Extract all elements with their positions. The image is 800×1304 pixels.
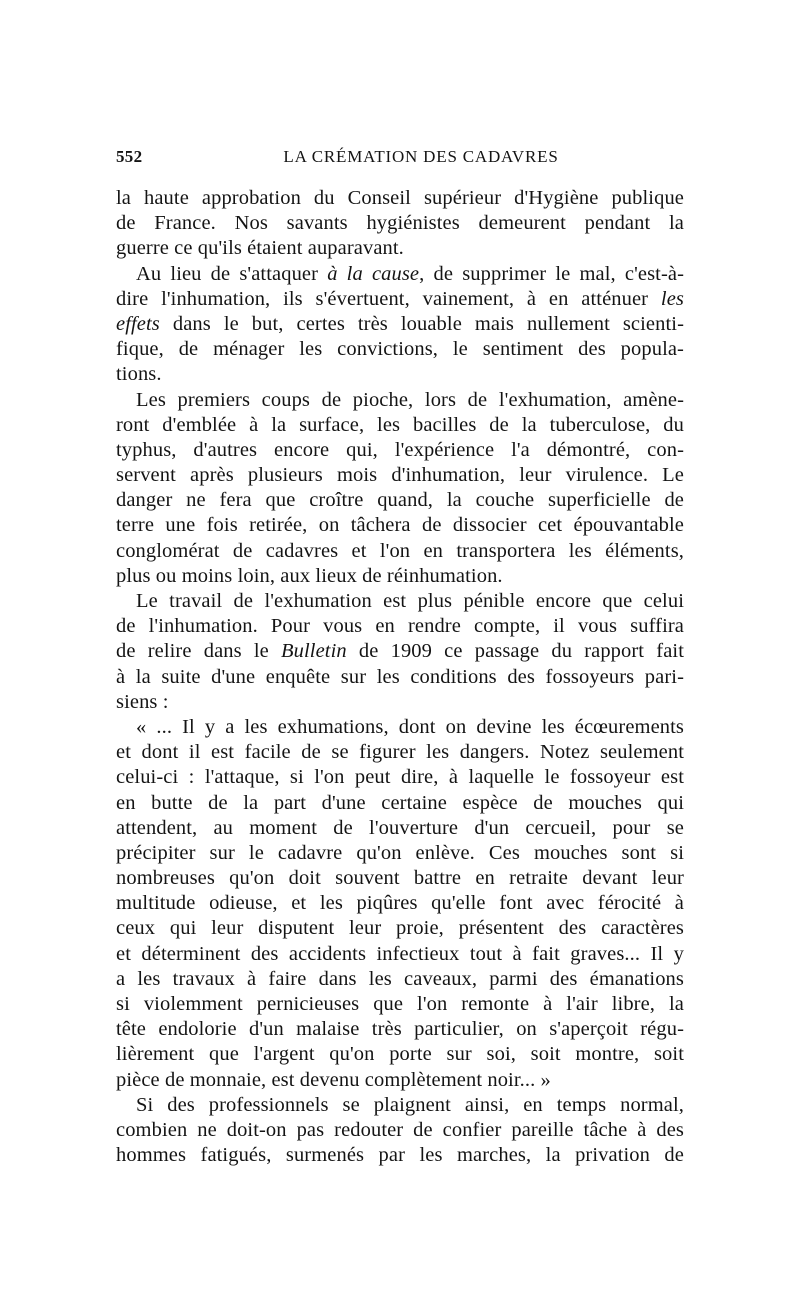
text-segment: attendent, au moment de l'ouverture d'un cercueil, pour se <box>116 816 684 839</box>
text-segment: plus ou moins loin, aux lieux de réinhumation. <box>116 564 503 587</box>
italic-text: à la cause <box>327 262 420 285</box>
text-line <box>116 791 684 816</box>
text-segment: a les travaux à faire dans les caveaux, parmi des émanations <box>116 967 684 990</box>
text-line <box>116 513 684 538</box>
text-line <box>116 690 684 715</box>
text-line <box>116 740 684 765</box>
text-segment: danger ne fera que croître quand, la couche superficielle de <box>116 489 684 512</box>
text-line <box>116 413 684 438</box>
text-segment: « ... Il y a les exhumations, dont on devine les écœurements <box>136 715 684 738</box>
text-line <box>116 614 684 639</box>
text-line <box>116 1093 684 1118</box>
text-line <box>116 816 684 841</box>
text-line <box>116 362 684 387</box>
text-line <box>116 236 684 261</box>
running-title: LA CRÉMATION DES CADAVRES <box>283 147 559 166</box>
italic-text: Bulletin <box>281 640 347 663</box>
text-segment: Le travail de l'exhumation est plus pénible encore que celui <box>136 590 684 612</box>
text-segment: siens : <box>116 690 169 713</box>
text-line <box>116 866 684 891</box>
text-line <box>116 765 684 790</box>
text-segment: fique, de ménager les convictions, le sentiment des popula- <box>116 338 684 361</box>
text-line <box>116 1017 684 1042</box>
text-segment: ceux qui leur disputent leur proie, présentent des caractères <box>116 917 684 940</box>
text-line <box>116 992 684 1017</box>
text-line <box>116 1042 684 1067</box>
text-line <box>116 287 684 312</box>
text-segment: combien ne doit-on pas redouter de confier pareille tâche à des <box>116 1118 684 1141</box>
text-segment: typhus, d'autres encore qui, l'expérience l'a démontré, con- <box>116 438 684 461</box>
text-line <box>116 211 684 236</box>
text-line <box>116 1118 684 1143</box>
body-text <box>116 186 684 1168</box>
text-line <box>116 463 684 488</box>
text-segment: Au lieu de s'attaquer <box>136 262 328 285</box>
text-line <box>116 942 684 967</box>
text-line <box>116 841 684 866</box>
text-segment: et déterminent des accidents infectieux tout à fait graves... Il y <box>116 942 684 965</box>
text-line <box>116 388 684 413</box>
text-segment: guerre ce qu'ils étaient auparavant. <box>116 237 404 260</box>
text-line <box>116 916 684 941</box>
italic-text: les <box>660 287 684 310</box>
text-segment: précipiter sur le cadavre qu'on enlève. Ces mouches sont si <box>116 841 684 864</box>
text-segment: nombreuses qu'on doit souvent battre en retraite devant leur <box>116 867 684 890</box>
text-segment: de l'inhumation. Pour vous en rendre compte, il vous suffira <box>116 615 684 638</box>
text-line <box>116 1143 684 1168</box>
text-segment: multitude odieuse, et les piqûres qu'elle font avec férocité à <box>116 892 684 915</box>
text-segment: si violemment pernicieuses que l'on remonte à l'air libre, la <box>116 993 684 1015</box>
text-line <box>116 564 684 589</box>
text-segment: conglomérat de cadavres et l'on en transportera les éléments, <box>116 539 684 562</box>
running-head <box>116 147 686 171</box>
text-segment: celui-ci : l'attaque, si l'on peut dire, à laquelle le fossoyeur est <box>116 766 684 789</box>
text-segment: et dont il est facile de se figurer les dangers. Notez seulement <box>116 741 684 764</box>
text-segment: la haute approbation du Conseil supérieur d'Hygiène publique <box>116 187 684 209</box>
text-line <box>116 539 684 564</box>
text-line <box>116 589 684 614</box>
text-segment: terre une fois retirée, on tâchera de dissocier cet épouvantable <box>116 514 684 537</box>
text-segment: tête endolorie d'un malaise très particulier, on s'aperçoit régu- <box>116 1018 684 1041</box>
text-segment: à la suite d'une enquête sur les conditions des fossoyeurs pari- <box>116 665 684 688</box>
text-line <box>116 715 684 740</box>
text-line <box>116 262 684 287</box>
text-segment: tions. <box>116 363 162 386</box>
text-line <box>116 639 684 664</box>
text-segment: ront d'emblée à la surface, les bacilles de la tuberculose, du <box>116 413 684 436</box>
text-segment: Les premiers coups de pioche, lors de l'exhumation, amène- <box>136 388 684 411</box>
italic-text: effets <box>116 312 160 335</box>
text-segment: de relire dans le <box>116 640 282 663</box>
text-segment: de 1909 ce passage du rapport fait <box>346 640 684 663</box>
text-segment: lièrement que l'argent qu'on porte sur soi, soit montre, soit <box>116 1043 684 1066</box>
text-segment: de France. Nos savants hygiénistes demeurent pendant la <box>116 212 684 235</box>
text-segment: , de supprimer le mal, c'est-à- <box>419 262 685 285</box>
text-line <box>116 186 684 211</box>
text-line <box>116 665 684 690</box>
text-segment: hommes fatigués, surmenés par les marches, la privation de <box>116 1144 684 1167</box>
text-segment: dans le but, certes très louable mais nullement scienti- <box>159 312 684 335</box>
page-number: 552 <box>116 147 143 166</box>
text-line <box>116 891 684 916</box>
text-segment: dire l'inhumation, ils s'évertuent, vainement, à en atténuer <box>116 287 661 310</box>
text-segment: Si des professionnels se plaignent ainsi, en temps normal, <box>136 1093 684 1116</box>
text-line <box>116 337 684 362</box>
text-segment: en butte de la part d'une certaine espèce de mouches qui <box>116 791 684 814</box>
text-line <box>116 488 684 513</box>
text-segment: pièce de monnaie, est devenu complètement noir... » <box>116 1068 551 1091</box>
text-segment: servent après plusieurs mois d'inhumation, leur virulence. Le <box>116 464 684 487</box>
text-line <box>116 1068 684 1093</box>
text-line <box>116 967 684 992</box>
text-line <box>116 312 684 337</box>
text-line <box>116 438 684 463</box>
